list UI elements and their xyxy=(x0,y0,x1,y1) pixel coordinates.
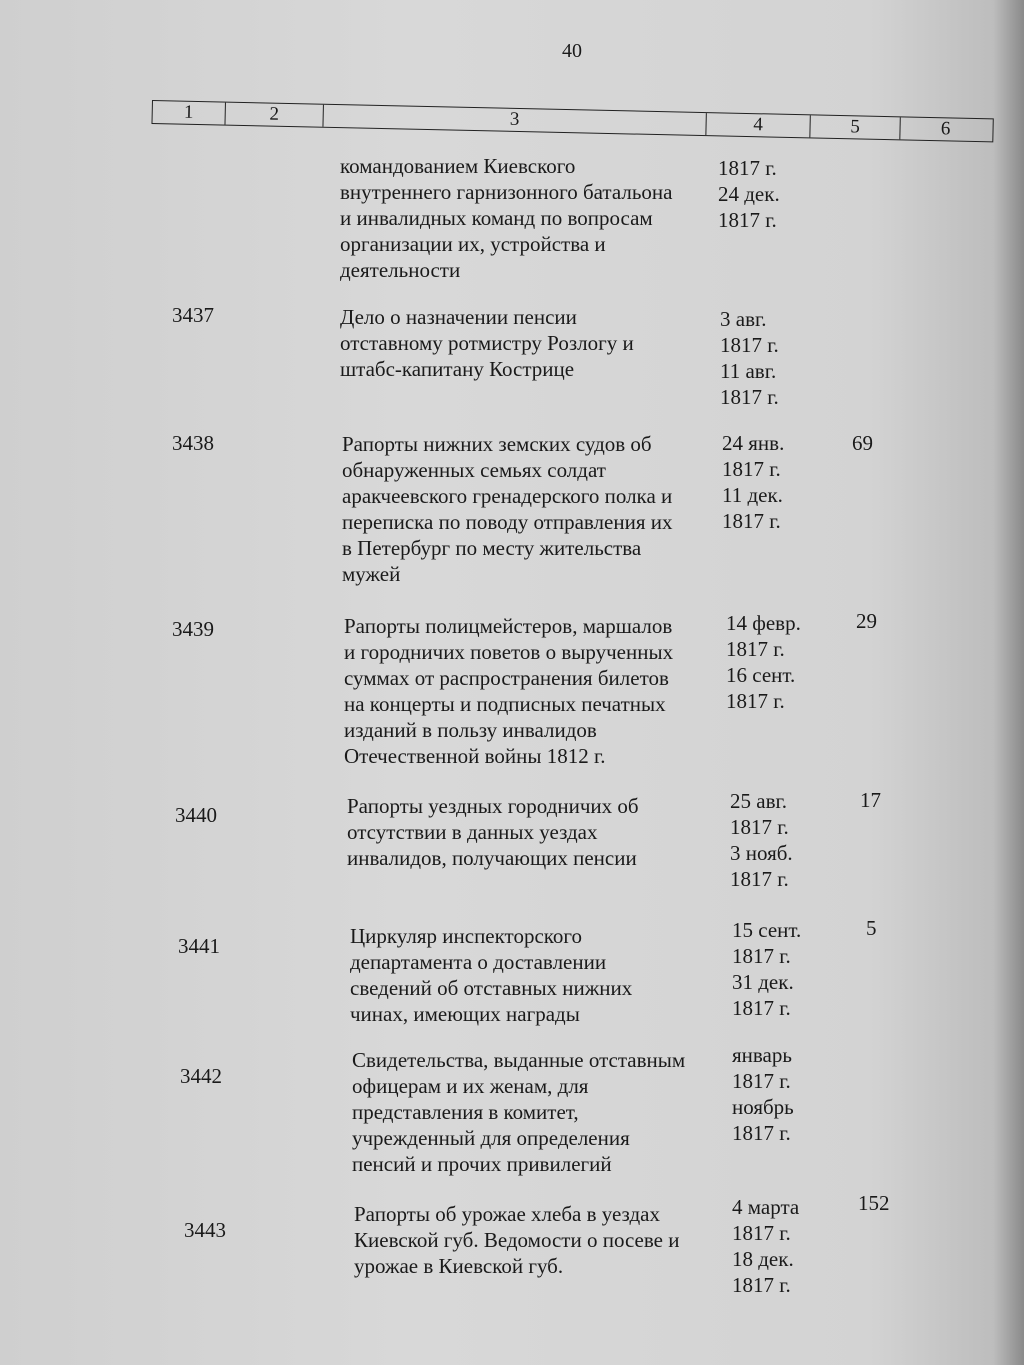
record-number: 3438 xyxy=(172,431,214,455)
record-number: 3443 xyxy=(184,1218,226,1242)
date-line: 1817 г. xyxy=(732,996,791,1020)
description-line: департамента о доставлении xyxy=(350,950,607,974)
date-line: 1817 г. xyxy=(720,385,779,409)
record-sheet-count: 152 xyxy=(858,1191,890,1215)
record-number: 3440 xyxy=(175,803,217,827)
record-number: 3442 xyxy=(180,1064,222,1088)
description-line: внутреннего гарнизонного батальона xyxy=(340,180,673,204)
record-number: 3439 xyxy=(172,617,214,641)
description-line: отсутствии в данных уездах xyxy=(347,820,598,844)
date-line: 1817 г. xyxy=(726,637,785,661)
description-line: Рапорты нижних земских судов об xyxy=(342,432,652,456)
header-col-5: 5 xyxy=(810,115,900,139)
description-line: аракчеевского гренадерского полка и xyxy=(342,484,673,508)
date-line: 1817 г. xyxy=(722,509,781,533)
record-sheet-count: 5 xyxy=(866,916,877,940)
description-line: урожае в Киевской губ. xyxy=(354,1254,564,1278)
description-line: Киевской губ. Ведомости о посеве и xyxy=(354,1228,680,1252)
page-number: 40 xyxy=(562,40,582,62)
date-line: 1817 г. xyxy=(718,208,777,232)
date-line: ноябрь xyxy=(732,1095,794,1119)
record-dates xyxy=(726,610,801,714)
record-dates xyxy=(732,1042,794,1146)
date-line: 1817 г. xyxy=(730,815,789,839)
table-header xyxy=(151,100,993,142)
description-line: Циркуляр инспекторского xyxy=(350,924,583,948)
description-line: и инвалидных команд по вопросам xyxy=(340,206,653,230)
date-line: 1817 г. xyxy=(730,867,789,891)
date-line: 11 дек. xyxy=(722,483,783,507)
description-line: Рапорты уездных городничих об xyxy=(347,794,639,818)
date-line: 11 авг. xyxy=(720,359,777,383)
date-line: 18 дек. xyxy=(732,1247,794,1271)
record-dates xyxy=(722,430,784,534)
record-description xyxy=(342,431,672,587)
header-col-6: 6 xyxy=(940,118,951,140)
date-line: 1817 г. xyxy=(718,156,777,180)
description-line: в Петербург по месту жительства xyxy=(342,536,642,560)
date-line: 25 авг. xyxy=(730,789,787,813)
record-dates xyxy=(730,788,793,892)
record-description xyxy=(344,613,673,769)
description-line: переписка по поводу отправления их xyxy=(342,510,673,534)
record-description xyxy=(354,1201,679,1279)
description-line: представления в комитет, xyxy=(352,1100,579,1124)
date-line: 16 сент. xyxy=(726,663,796,687)
description-line: Дело о назначении пенсии xyxy=(340,305,577,329)
date-line: 1817 г. xyxy=(722,457,781,481)
date-line: 15 сент. xyxy=(732,918,802,942)
date-line: 1817 г. xyxy=(732,1069,791,1093)
description-line: командованием Киевского xyxy=(340,154,576,178)
record-dates xyxy=(718,155,780,233)
description-line: Рапорты об урожае хлеба в уездах xyxy=(354,1202,660,1226)
date-line: 4 марта xyxy=(732,1195,800,1219)
description-line: и городничих поветов о вырученных xyxy=(344,640,674,664)
record-dates xyxy=(720,306,779,410)
description-line: Свидетельства, выданные отставным xyxy=(352,1048,686,1072)
header-col-4: 4 xyxy=(706,113,810,137)
record-description xyxy=(352,1047,685,1177)
date-line: 1817 г. xyxy=(720,333,779,357)
description-line: штабс-капитану Кострице xyxy=(340,357,575,381)
record-number: 3437 xyxy=(172,303,214,327)
record-number: 3441 xyxy=(178,934,220,958)
description-line: обнаруженных семьях солдат xyxy=(342,458,606,482)
date-line: 3 авг. xyxy=(720,307,767,331)
description-line: отставному ротмистру Розлогу и xyxy=(340,331,634,355)
date-line: 1817 г. xyxy=(732,944,791,968)
header-col-2: 2 xyxy=(225,103,323,127)
date-line: 24 янв. xyxy=(722,431,785,455)
header-col-3: 3 xyxy=(323,105,706,135)
description-line: на концерты и подписных печатных xyxy=(344,692,666,716)
record-sheet-count: 69 xyxy=(852,431,873,455)
record-dates xyxy=(732,1194,799,1298)
header-col-1: 1 xyxy=(152,101,225,125)
date-line: 14 февр. xyxy=(726,611,801,635)
description-line: офицерам и их женам, для xyxy=(352,1074,589,1098)
description-line: инвалидов, получающих пенсии xyxy=(347,846,637,870)
record-description xyxy=(350,923,632,1027)
date-line: 1817 г. xyxy=(726,689,785,713)
record-sheet-count: 17 xyxy=(860,788,881,812)
date-line: январь xyxy=(732,1043,792,1067)
date-line: 1817 г. xyxy=(732,1273,791,1297)
description-line: учрежденный для определения xyxy=(352,1126,630,1150)
date-line: 3 нояб. xyxy=(730,841,793,865)
record-description xyxy=(340,304,634,382)
description-line: чинах, имеющих награды xyxy=(350,1002,580,1026)
date-line: 31 дек. xyxy=(732,970,794,994)
description-line: организации их, устройства и xyxy=(340,232,606,256)
record-description xyxy=(340,153,672,283)
description-line: мужей xyxy=(342,562,401,586)
description-line: сведений об отставных нижних xyxy=(350,976,633,1000)
date-line: 1817 г. xyxy=(732,1221,791,1245)
date-line: 24 дек. xyxy=(718,182,780,206)
description-line: суммах от распространения билетов xyxy=(344,666,669,690)
description-line: пенсий и прочих привилегий xyxy=(352,1152,612,1176)
date-line: 1817 г. xyxy=(732,1121,791,1145)
record-description xyxy=(347,793,639,871)
record-dates xyxy=(732,917,801,1021)
description-line: Рапорты полицмейстеров, маршалов xyxy=(344,614,673,638)
record-sheet-count: 29 xyxy=(856,609,877,633)
description-line: Отечественной войны 1812 г. xyxy=(344,744,606,768)
description-line: изданий в пользу инвалидов xyxy=(344,718,597,742)
description-line: деятельности xyxy=(340,258,461,282)
